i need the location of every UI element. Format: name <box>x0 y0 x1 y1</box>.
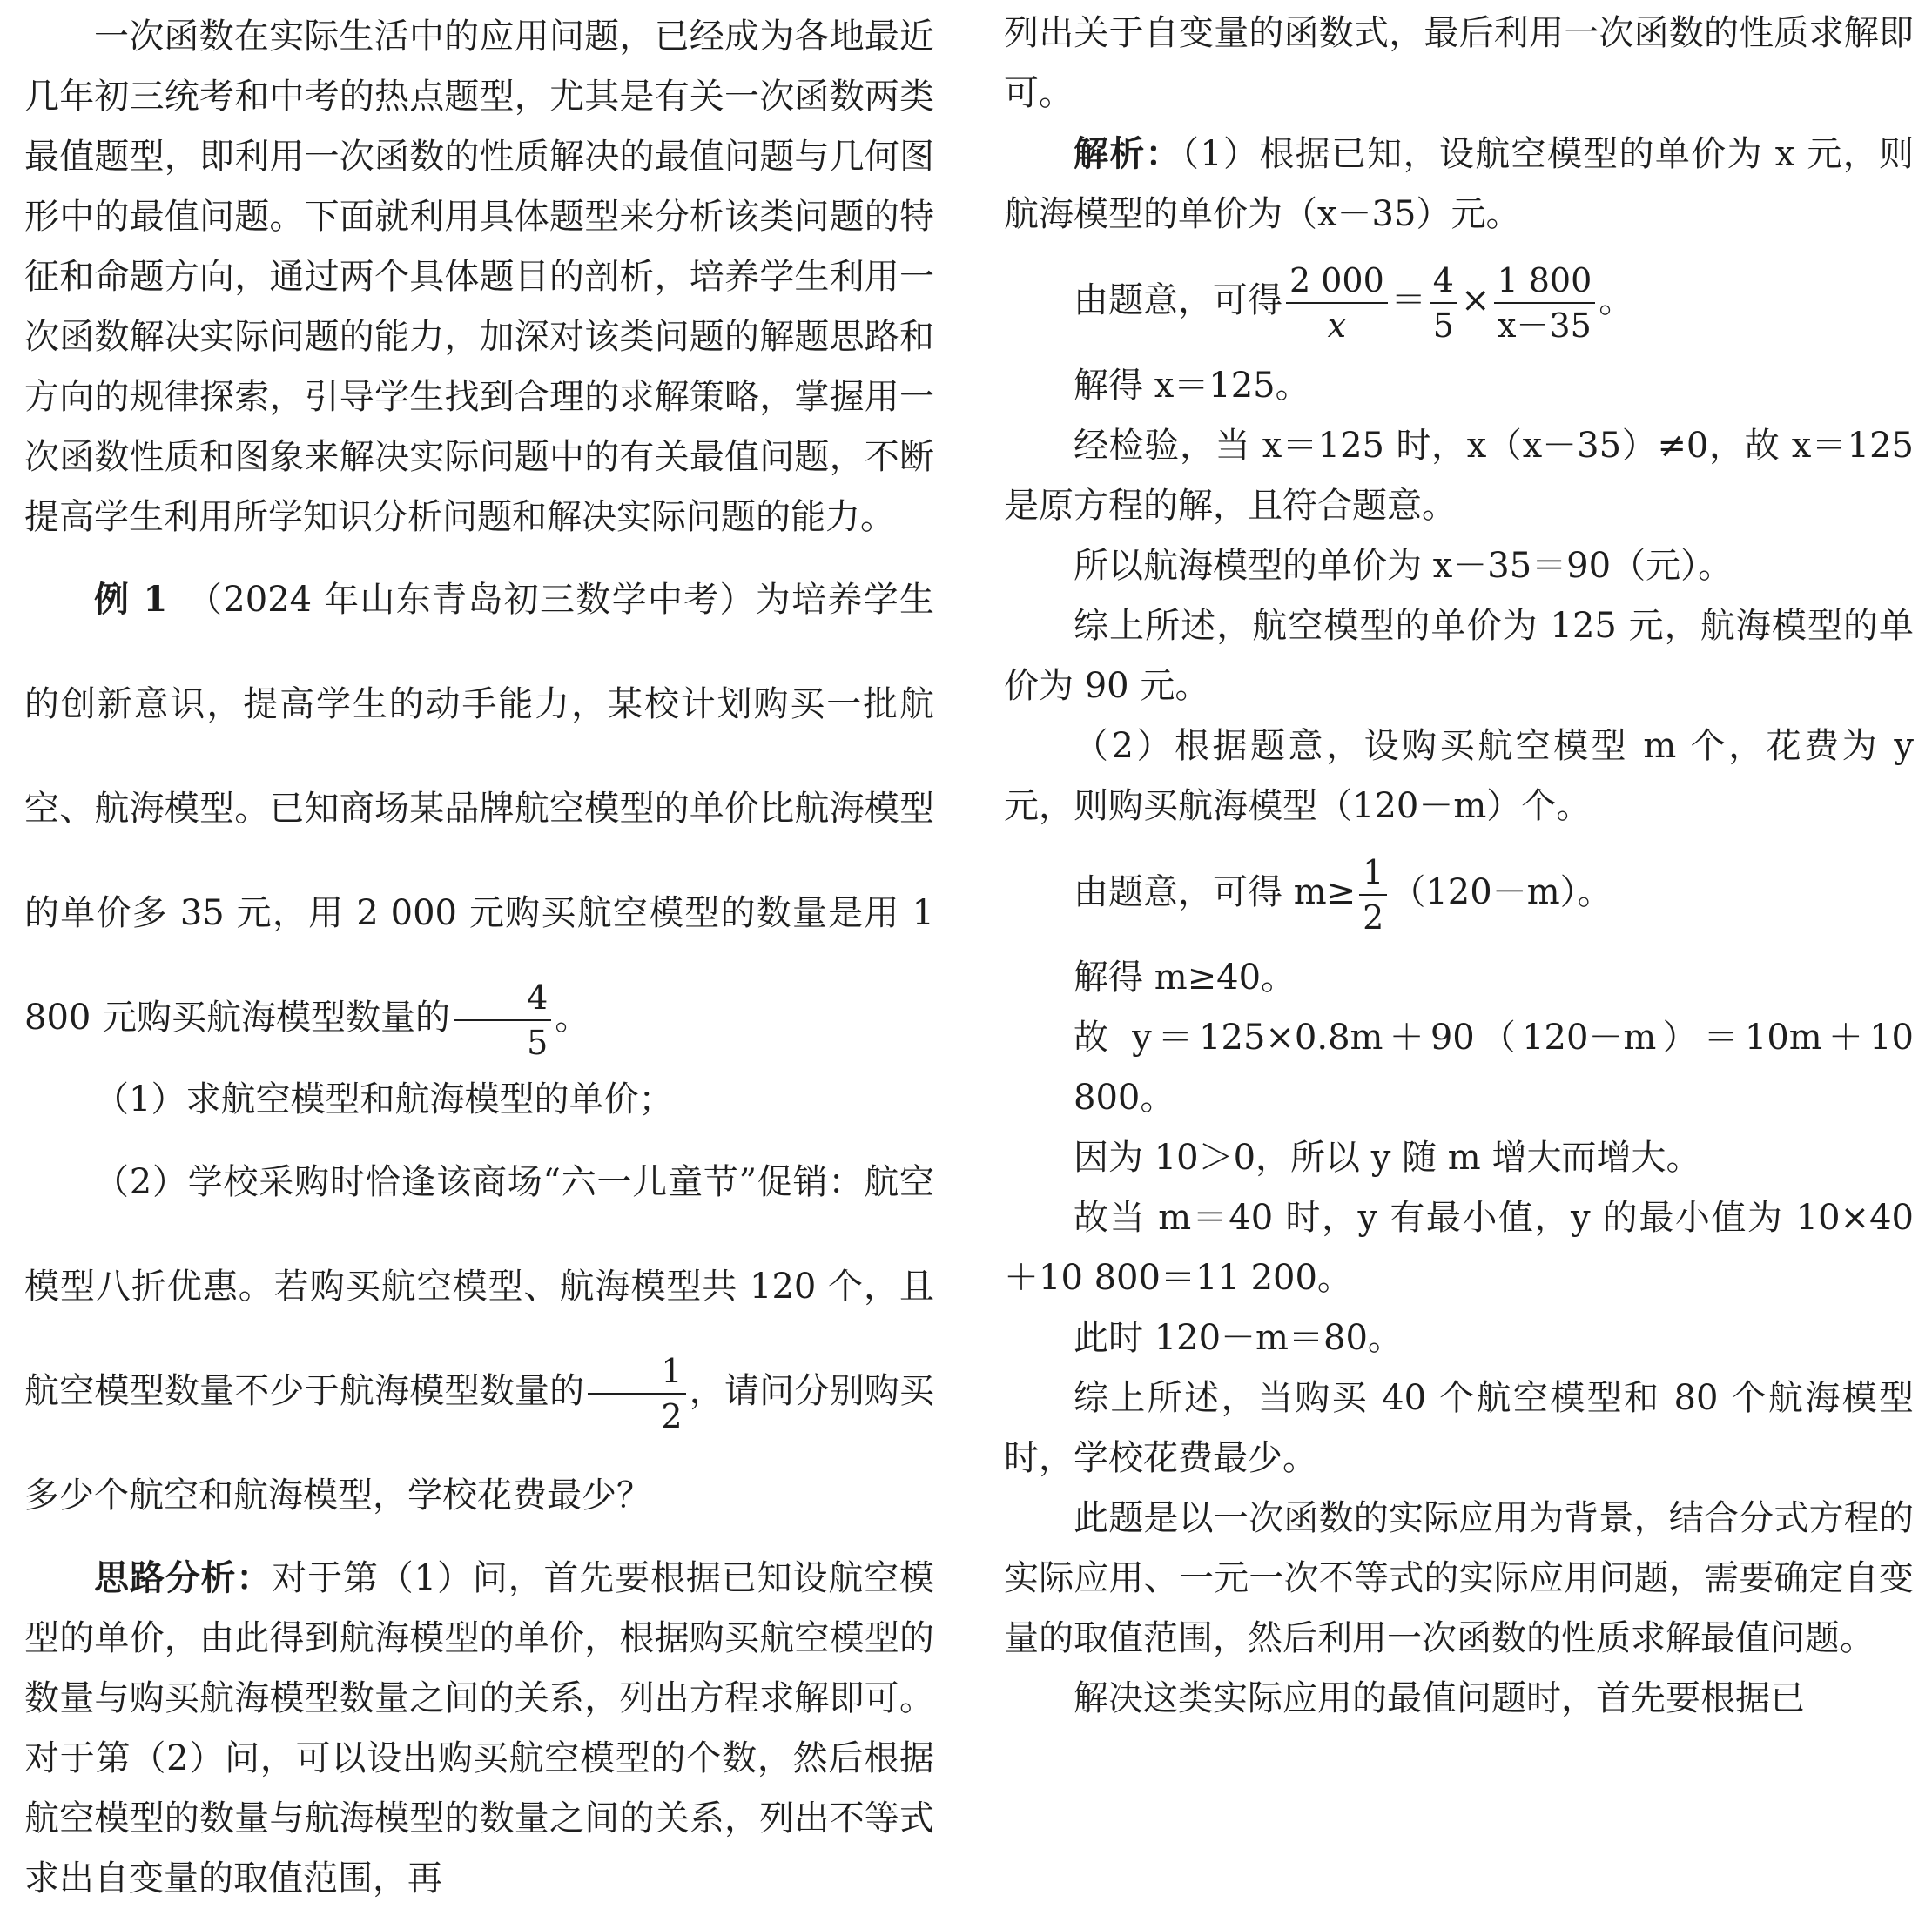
fraction-numerator: 1 <box>1359 856 1387 896</box>
solution-step-11: 此时 120－m＝80。 <box>1074 1318 1403 1358</box>
equation-2 <box>1004 837 1914 948</box>
solution-step-9: 因为 10＞0，所以 y 随 m 增大而增大。 <box>1074 1138 1701 1178</box>
fraction-denominator: x <box>1327 306 1347 345</box>
solution-step-7: 解得 m≥40。 <box>1074 958 1296 998</box>
analysis-continuation: 列出关于自变量的函数式，最后利用一次函数的性质求解即可。 <box>1004 13 1914 113</box>
equation-1-prefix: 由题意，可得 <box>1074 280 1282 320</box>
question-2-part-b: ，请问分别购买多少个航空和航海模型，学校花费最少？ <box>24 1371 935 1516</box>
fraction-numerator: 4 <box>454 981 551 1021</box>
solution-label: 解析： <box>1074 133 1181 174</box>
solution-step-10: 故当 m＝40 时，y 有最小值，y 的最小值为 10×40＋10 800＝11 200。 <box>1004 1198 1914 1298</box>
fraction-one-half <box>588 1354 685 1433</box>
example-label: 例 1 <box>94 579 168 620</box>
analysis-text: 对于第（1）问，首先要根据已知设航空模型的单价，由此得到航海模型的单价，根据购买航空模型的数量与购买航海模型数量之间的关系，列出方程求解即可。对于第（2）问，可以设出购买航空模型的个数，然后根据航空模型的数量与航海模型的数量之间的关系，列出不等式求出自变量的取值范围，再 <box>24 1558 934 1899</box>
solution-step-8: 故 y＝125×0.8m＋90（120－m）＝10m＋10 800。 <box>1074 1018 1914 1118</box>
fraction-numerator: 4 <box>1430 264 1457 304</box>
example-1 <box>24 548 934 1070</box>
equation-1 <box>1004 245 1914 356</box>
equation-2-prefix: 由题意，可得 m≥ <box>1074 872 1356 912</box>
analysis-label: 思路分析： <box>94 1557 273 1598</box>
intro-paragraph: 一次函数在实际生活中的应用问题，已经成为各地最近几年初三统考和中考的热点题型，尤其是有关一次函数两类最值题型，即利用一次函数的性质解决的最值问题与几何图形中的最值问题。下面就利用具体题型来分析该类问题的特征和命题方向，通过两个具体题目的剖析，培养学生利用一次函数解决实际问题的能力，加深对该类问题的解题思路和方向的规律探索，引导学生找到合理的求解策略，掌握用一次函数性质和图象来解决实际问题中的有关最值问题，不断提高学生利用所学知识分析问题和解决实际问题的能力。 <box>24 17 934 537</box>
solution-step-4: 所以航海模型的单价为 x－35＝90（元）。 <box>1074 546 1733 586</box>
fraction-denominator: 5 <box>1432 306 1454 345</box>
fraction-numerator: 2 000 <box>1286 264 1388 304</box>
fraction-2000-over-x <box>1286 261 1388 345</box>
question-1: （1）求航空模型和航海模型的单价； <box>94 1079 674 1119</box>
analysis-paragraph <box>24 1548 934 1909</box>
fraction-one-half <box>1359 853 1387 937</box>
fraction-denominator: x－35 <box>1498 306 1592 345</box>
solution-step-1-text: （1）根据已知，设航空模型的单价为 x 元，则航海模型的单价为（x－35）元。 <box>1004 134 1915 234</box>
example-end: 。 <box>555 998 590 1038</box>
example-text: （2024 年山东青岛初三数学中考）为培养学生的创新意识，提高学生的动手能力，某校计划购买一批航空、航海模型。已知商场某品牌航空模型的单价比航海模型的单价多 35 元，用 2 000 元购买航空模型的数量是用 1 800 元购买航海模型数量的 <box>24 580 935 1038</box>
solution-step-5: 综上所述，航空模型的单价为 125 元，航海模型的单价为 90 元。 <box>1004 606 1914 706</box>
left-column <box>24 7 934 1909</box>
fraction-four-fifths <box>1430 261 1457 345</box>
solution-step-1 <box>1004 124 1914 245</box>
equation-2-suffix: （120－m）。 <box>1390 872 1612 912</box>
fraction-denominator: 2 <box>1363 898 1384 937</box>
fraction-1800-over-x-minus-35 <box>1494 261 1596 345</box>
right-column <box>1004 3 1914 1729</box>
fraction-numerator: 1 800 <box>1494 264 1596 304</box>
fraction-denominator: 5 <box>527 1024 549 1062</box>
equation-1-end: 。 <box>1599 280 1634 320</box>
fraction-denominator: 2 <box>661 1397 683 1435</box>
closing-paragraph: 解决这类实际应用的最值问题时，首先要根据已 <box>1074 1678 1805 1718</box>
summary-paragraph: 此题是以一次函数的实际应用为背景，结合分式方程的实际应用、一元一次不等式的实际应用问题，需要确定自变量的取值范围，然后利用一次函数的性质求解最值问题。 <box>1004 1498 1914 1658</box>
fraction-four-fifths <box>454 978 551 1062</box>
solution-step-6: （2）根据题意，设购买航空模型 m 个，花费为 y 元，则购买航海模型（120－m）个。 <box>1004 726 1914 826</box>
times-sign: × <box>1460 280 1491 320</box>
solution-step-2: 解得 x＝125。 <box>1074 366 1310 406</box>
solution-step-3: 经检验，当 x＝125 时，x（x－35）≠0，故 x＝125 是原方程的解，且符合题意。 <box>1004 426 1914 526</box>
question-2 <box>24 1130 934 1548</box>
question-2-part-a: （2）学校采购时恰逢该商场“六一儿童节”促销：航空模型八折优惠。若购买航空模型、航海模型共 120 个，且航空模型数量不少于航海模型数量的 <box>24 1162 934 1411</box>
solution-step-12: 综上所述，当购买 40 个航空模型和 80 个航海模型时，学校花费最少。 <box>1004 1378 1914 1478</box>
fraction-numerator: 1 <box>588 1354 685 1395</box>
equals-sign: ＝ <box>1390 280 1426 320</box>
